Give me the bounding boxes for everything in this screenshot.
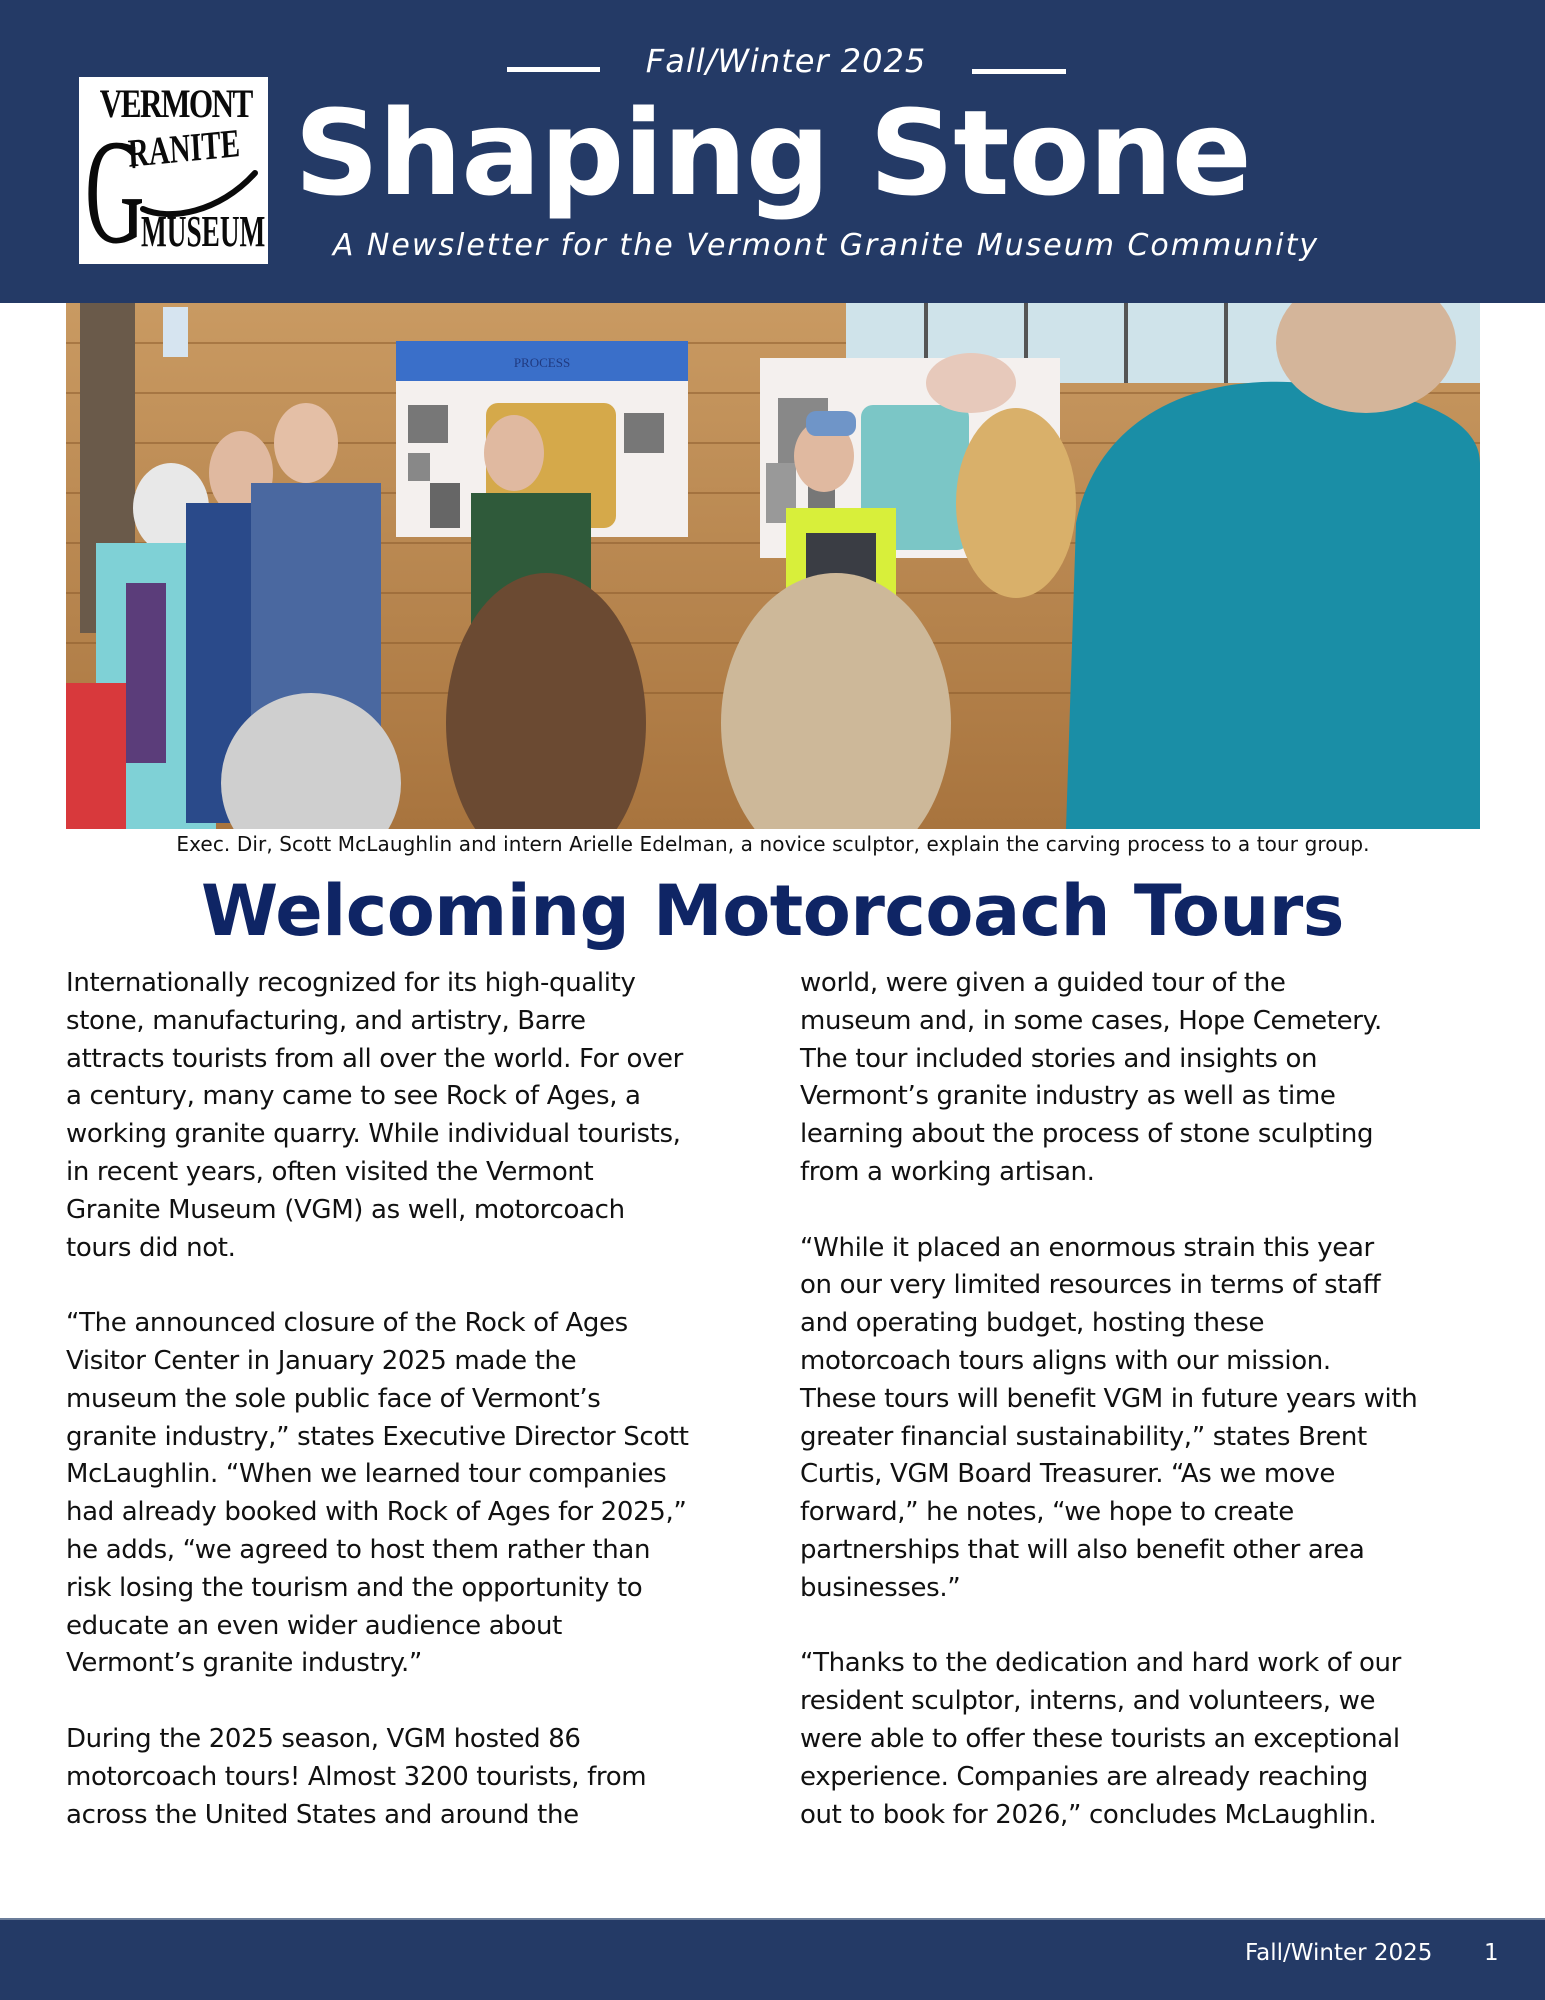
text-line: Vermont’s granite industry as well as time <box>800 1081 1336 1112</box>
text-line: Visitor Center in January 2025 made the <box>66 1345 577 1376</box>
svg-text:PROCESS: PROCESS <box>513 355 571 370</box>
text-line: in recent years, often visited the Vermont <box>66 1156 594 1187</box>
page-number: 1 <box>1484 1940 1499 1966</box>
text-line: risk losing the tourism and the opportunity to <box>66 1572 643 1603</box>
masthead <box>0 0 1545 303</box>
paragraph <box>66 1721 750 1834</box>
footer-issue-label: Fall/Winter 2025 <box>1245 1940 1433 1966</box>
text-line: experience. Companies are already reaching <box>800 1761 1368 1792</box>
text-line: McLaughlin. “When we learned tour companies <box>66 1459 667 1490</box>
issue-label: Fall/Winter 2025 <box>645 42 927 80</box>
logo-line-vermont: VERMONT <box>99 81 252 126</box>
text-line: on our very limited resources in terms of staff <box>800 1270 1381 1301</box>
text-line: “The announced closure of the Rock of Ages <box>66 1308 628 1339</box>
page-footer <box>0 1918 1545 2000</box>
article-column-left <box>66 965 750 1872</box>
text-line: museum the sole public face of Vermont’s <box>66 1383 601 1414</box>
text-line: out to book for 2026,” concludes McLaughlin. <box>800 1799 1377 1830</box>
text-line: a century, many came to see Rock of Ages, a <box>66 1081 641 1112</box>
paragraph <box>66 1305 750 1683</box>
issue-rule-right <box>972 69 1066 74</box>
issue-row <box>0 40 1545 86</box>
paragraph <box>800 965 1500 1192</box>
text-line: stone, manufacturing, and artistry, Barre <box>66 1005 586 1036</box>
text-line: world, were given a guided tour of the <box>800 968 1286 998</box>
article-headline: Welcoming Motorcoach Tours <box>201 870 1344 952</box>
newsletter-title: Shaping Stone <box>294 84 1251 222</box>
logo-line-ranite: RANITE <box>126 120 241 176</box>
text-line: across the United States and around the <box>66 1799 579 1830</box>
text-line: attracts tourists from all over the world. For over <box>66 1043 684 1074</box>
text-line: motorcoach tours! Almost 3200 tourists, from <box>66 1761 647 1792</box>
text-line: from a working artisan. <box>800 1156 1095 1187</box>
paragraph <box>800 1645 1500 1834</box>
text-line: During the 2025 season, VGM hosted 86 <box>66 1723 581 1754</box>
issue-rule-left <box>507 67 600 72</box>
photo-caption: Exec. Dir, Scott McLaughlin and intern Arielle Edelman, a novice sculptor, explain the carving process to a tour group. <box>176 832 1370 856</box>
paragraph <box>66 965 750 1267</box>
logo-big-g: G <box>85 109 145 264</box>
text-line: “Thanks to the dedication and hard work of our <box>800 1648 1402 1679</box>
text-line: The tour included stories and insights on <box>800 1043 1318 1074</box>
text-line: were able to offer these tourists an exceptional <box>800 1723 1400 1754</box>
text-line: educate an even wider audience about <box>66 1610 562 1641</box>
text-line: Vermont’s granite industry.” <box>66 1648 422 1679</box>
text-line: and operating budget, hosting these <box>800 1308 1265 1339</box>
article-column-right <box>800 965 1500 1872</box>
text-line: “While it placed an enormous strain this year <box>800 1232 1374 1263</box>
text-line: granite industry,” states Executive Director Scott <box>66 1421 689 1452</box>
text-line: had already booked with Rock of Ages for 2025,” <box>66 1497 687 1528</box>
paragraph <box>800 1230 1500 1608</box>
text-line: Curtis, VGM Board Treasurer. “As we move <box>800 1459 1336 1490</box>
text-line: These tours will benefit VGM in future years with <box>800 1383 1418 1414</box>
text-line: partnerships that will also benefit other area <box>800 1534 1365 1565</box>
text-line: businesses.” <box>800 1572 961 1603</box>
photo-illustration <box>66 303 1480 829</box>
text-line: motorcoach tours aligns with our mission. <box>800 1345 1331 1376</box>
newsletter-subtitle: A Newsletter for the Vermont Granite Museum Community <box>332 228 1320 263</box>
text-line: resident sculptor, interns, and volunteers, we <box>800 1686 1376 1717</box>
logo-line-museum: MUSEUM <box>141 207 266 256</box>
text-line: museum and, in some cases, Hope Cemetery. <box>800 1005 1382 1036</box>
text-line: Granite Museum (VGM) as well, motorcoach <box>66 1194 625 1225</box>
text-line: forward,” he notes, “we hope to create <box>800 1497 1294 1528</box>
text-line: learning about the process of stone sculpting <box>800 1119 1374 1150</box>
tour-group-photo <box>66 303 1480 829</box>
text-line: tours did not. <box>66 1232 236 1263</box>
text-line: greater financial sustainability,” states Brent <box>800 1421 1367 1452</box>
text-line: working granite quarry. While individual tourists, <box>66 1119 681 1150</box>
text-line: Internationally recognized for its high-quality <box>66 968 636 998</box>
text-line: he adds, “we agreed to host them rather than <box>66 1534 651 1565</box>
